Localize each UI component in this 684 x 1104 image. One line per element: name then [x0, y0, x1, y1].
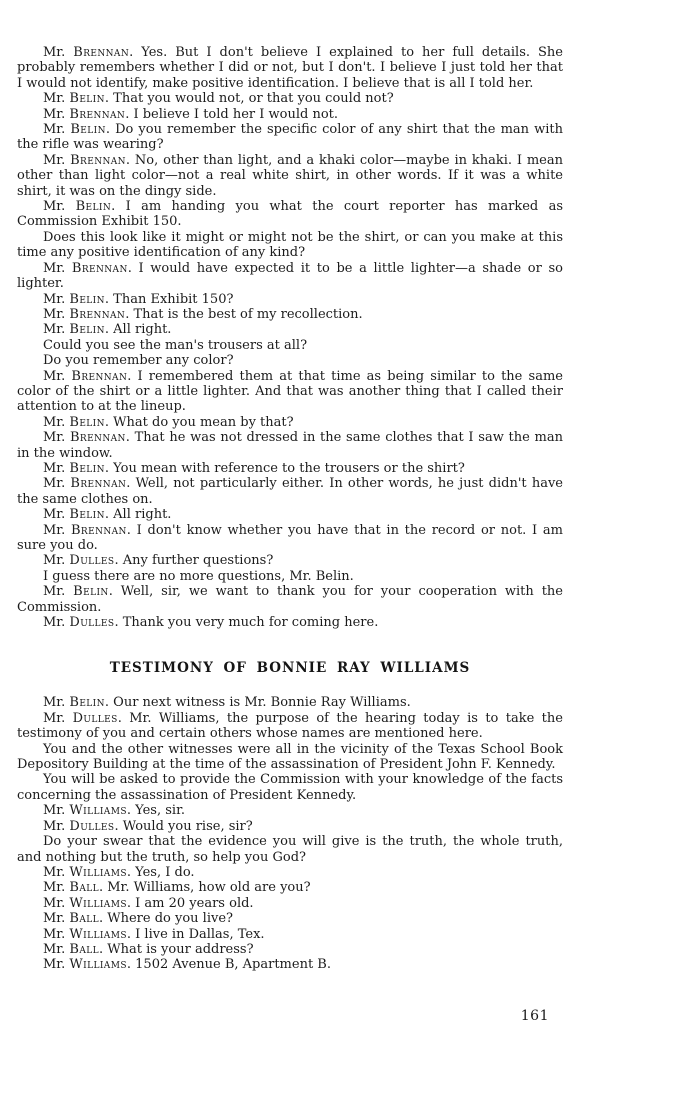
transcript-paragraph	[17, 153, 563, 199]
speaker-name: Brennan	[69, 306, 126, 322]
transcript-text: Mr.	[43, 476, 71, 492]
transcript-paragraph	[17, 553, 563, 568]
speaker-name: Brennan	[71, 260, 128, 276]
transcript-text: . Our next witness is Mr. Bonnie Ray Williams.	[104, 695, 411, 711]
transcript-text: You will be asked to provide the Commission with your knowledge of the facts concerning the assassination of President Kennedy.	[17, 772, 563, 803]
page-number: 161	[520, 1008, 549, 1024]
transcript-text: Mr.	[43, 522, 71, 538]
transcript-paragraph	[17, 742, 563, 773]
transcript-text: . Would you rise, sir?	[114, 818, 253, 834]
transcript-text: . I remembered them at that time as being similar to the same color of the shirt or a little lighter. And that was another thing that I called their attention to at the lineup.	[17, 368, 563, 415]
transcript-text: I guess there are no more questions, Mr. Belin.	[43, 568, 354, 584]
transcript-text: You and the other witnesses were all in the vicinity of the Texas School Book Depository Building at the time of the assassination of President John F. Kennedy.	[17, 741, 563, 773]
transcript-paragraph	[17, 107, 563, 122]
transcript-text: Mr.	[43, 818, 70, 834]
transcript-text: . Than Exhibit 150?	[104, 291, 234, 307]
transcript-text: . That he was not dressed in the same clothes that I saw the man in the window.	[17, 430, 563, 461]
transcript-text: . 1502 Avenue B, Apartment B.	[126, 957, 331, 973]
transcript-paragraph	[17, 615, 563, 630]
speaker-name: Brennan	[69, 430, 126, 446]
transcript-text: Do your swear that the evidence you will give is the truth, the whole truth, and nothing but the truth, so help you God?	[17, 834, 563, 865]
transcript-paragraph	[17, 569, 563, 584]
transcript-text: Mr.	[43, 710, 73, 726]
transcript-paragraph	[17, 896, 563, 911]
transcript-paragraph	[17, 711, 563, 742]
transcript-paragraph	[17, 834, 563, 865]
speaker-name: Williams	[69, 864, 127, 880]
speaker-name: Dulles	[69, 818, 115, 834]
transcript-paragraph	[17, 476, 563, 507]
transcript-paragraph	[17, 322, 563, 337]
transcript-text: Could you see the man's trousers at all?	[43, 337, 308, 353]
transcript-text: . You mean with reference to the trousers or the shirt?	[104, 460, 465, 476]
transcript-text: . Any further questions?	[114, 553, 274, 569]
transcript-text: Mr.	[43, 553, 70, 569]
transcript-paragraph	[17, 45, 563, 91]
transcript-text: Mr.	[43, 615, 70, 631]
transcript-text: Mr.	[43, 106, 70, 122]
transcript-text: . Thank you very much for coming here.	[114, 615, 379, 631]
transcript-text: Mr.	[43, 122, 71, 138]
transcript-section-brennan	[17, 45, 563, 630]
transcript-text: Mr.	[43, 322, 70, 338]
speaker-name: Brennan	[73, 45, 130, 60]
transcript-text: . I don't know whether you have that in the record or not. I am sure you do.	[17, 522, 563, 553]
transcript-text: Mr.	[43, 199, 76, 215]
speaker-name: Belin	[69, 91, 105, 107]
speaker-name: Ball	[69, 880, 99, 896]
transcript-paragraph	[17, 261, 563, 292]
transcript-text: Mr.	[43, 291, 70, 307]
transcript-text: Mr.	[43, 957, 70, 973]
transcript-text: Mr.	[43, 864, 70, 880]
transcript-text: . That you would not, or that you could not?	[104, 91, 394, 107]
transcript-text: . I believe I told her I would not.	[125, 106, 339, 122]
speaker-name: Williams	[69, 803, 127, 819]
transcript-text: . What do you mean by that?	[104, 414, 294, 430]
transcript-text: Mr.	[43, 152, 71, 168]
transcript-text: . Well, sir, we want to thank you for your cooperation with the Commission.	[17, 584, 563, 615]
transcript-text: Mr.	[43, 507, 70, 523]
transcript-text: . Where do you live?	[98, 911, 233, 927]
transcript-text: Mr.	[43, 306, 70, 322]
transcript-text: Mr.	[43, 911, 70, 927]
transcript-paragraph	[17, 199, 563, 230]
speaker-name: Brennan	[70, 152, 126, 168]
transcript-paragraph	[17, 307, 563, 322]
transcript-text: Mr.	[43, 430, 70, 446]
transcript-paragraph	[17, 430, 563, 461]
speaker-name: Williams	[69, 957, 127, 973]
transcript-paragraph	[17, 292, 563, 307]
transcript-text: Mr.	[43, 695, 70, 711]
transcript-text: Mr.	[43, 91, 70, 107]
transcript-text: . I would have expected it to be a little lighter—a shade or so lighter.	[17, 260, 563, 292]
page-content	[17, 45, 563, 973]
transcript-text: . Yes, I do.	[126, 864, 195, 880]
transcript-text: Mr.	[43, 368, 72, 384]
speaker-name: Brennan	[69, 106, 126, 122]
transcript-paragraph	[17, 461, 563, 476]
speaker-name: Williams	[69, 895, 127, 911]
transcript-text: Mr.	[43, 414, 70, 430]
transcript-text: . Well, not particularly either. In other words, he just didn't have the same clothes on.	[17, 476, 563, 507]
transcript-paragraph	[17, 122, 563, 153]
speaker-name: Brennan	[70, 522, 127, 538]
transcript-text: Does this look like it might or might not be the shirt, or can you make at this time any positive identification of any kind?	[17, 229, 563, 261]
transcript-text: . Mr. Williams, how old are you?	[98, 880, 311, 896]
transcript-paragraph	[17, 865, 563, 880]
transcript-paragraph	[17, 230, 563, 261]
speaker-name: Belin	[69, 507, 105, 523]
speaker-name: Ball	[69, 911, 99, 927]
transcript-paragraph	[17, 819, 563, 834]
speaker-name: Dulles	[72, 710, 118, 726]
transcript-text: Mr.	[43, 460, 70, 476]
speaker-name: Williams	[69, 926, 127, 942]
transcript-text: . That is the best of my recollection.	[125, 306, 363, 322]
transcript-text: . Yes, sir.	[126, 803, 185, 819]
transcript-paragraph	[17, 91, 563, 106]
transcript-paragraph	[17, 415, 563, 430]
transcript-text: . Do you remember the specific color of any shirt that the man with the rifle was wearing?	[17, 122, 563, 153]
speaker-name: Belin	[70, 122, 106, 138]
transcript-text: Mr.	[43, 260, 72, 276]
transcript-text: . Yes. But I don't believe I explained to her full details. She probably remembers whether I did or not, but I don't. I believe I just told her that I would not identify, make positive identification. I believe that is all I told her.	[17, 45, 563, 91]
transcript-text: . I am handing you what the court reporter has marked as Commission Exhibit 150.	[17, 199, 563, 230]
transcript-paragraph	[17, 880, 563, 895]
transcript-text: Mr.	[43, 45, 74, 60]
transcript-paragraph	[17, 507, 563, 522]
transcript-paragraph	[17, 584, 563, 615]
speaker-name: Belin	[69, 414, 105, 430]
transcript-paragraph	[17, 927, 563, 942]
section-heading: TESTIMONY OF BONNIE RAY WILLIAMS	[109, 660, 471, 677]
speaker-name: Dulles	[69, 615, 115, 631]
transcript-text: . I am 20 years old.	[126, 895, 254, 911]
transcript-text: Do you remember any color?	[43, 353, 234, 369]
speaker-name: Belin	[69, 291, 105, 307]
transcript-paragraph	[17, 942, 563, 957]
transcript-paragraph	[17, 695, 563, 710]
transcript-text: Mr.	[43, 895, 70, 911]
speaker-name: Dulles	[69, 553, 115, 569]
transcript-text: Mr.	[43, 880, 70, 896]
speaker-name: Belin	[69, 460, 105, 476]
speaker-name: Brennan	[70, 476, 127, 492]
speaker-name: Belin	[69, 695, 105, 711]
transcript-text: . No, other than light, and a khaki color—maybe in khaki. I mean other than light color—not a real white shirt, in other words. If it was a white shirt, it was on the dingy side.	[17, 152, 563, 199]
transcript-paragraph	[17, 369, 563, 415]
speaker-name: Belin	[75, 199, 112, 215]
transcript-text: Mr.	[43, 941, 70, 957]
transcript-paragraph	[17, 353, 563, 368]
transcript-text: . What is your address?	[98, 941, 254, 957]
speaker-name: Ball	[69, 941, 99, 957]
transcript-text: . I live in Dallas, Tex.	[126, 926, 265, 942]
transcript-text: . Mr. Williams, the purpose of the hearing today is to take the testimony of you and certain others whose names are mentioned here.	[17, 710, 563, 742]
transcript-section-williams	[17, 695, 563, 972]
transcript-paragraph	[17, 957, 563, 972]
transcript-paragraph	[17, 772, 563, 803]
speaker-name: Belin	[73, 584, 109, 600]
transcript-text: Mr.	[43, 803, 70, 819]
transcript-paragraph	[17, 803, 563, 818]
speaker-name: Brennan	[71, 368, 128, 384]
transcript-paragraph	[17, 911, 563, 926]
transcript-text: Mr.	[43, 926, 70, 942]
speaker-name: Belin	[69, 322, 105, 338]
transcript-paragraph	[17, 338, 563, 353]
transcript-text: . All right.	[104, 322, 172, 338]
transcript-text: . All right.	[104, 507, 172, 523]
transcript-paragraph	[17, 523, 563, 554]
transcript-text: Mr.	[43, 584, 74, 600]
